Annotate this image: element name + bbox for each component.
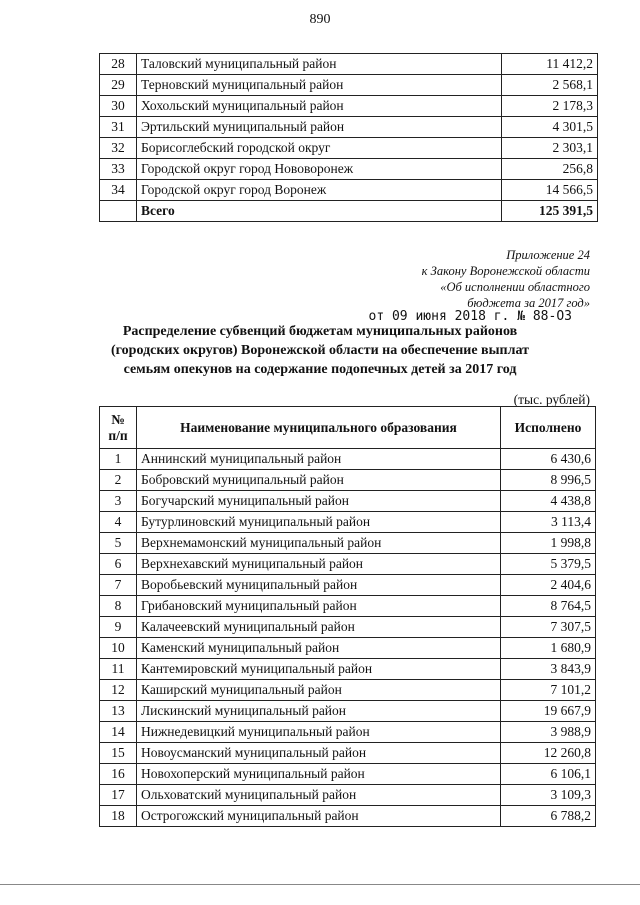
row-value: 11 412,2: [502, 54, 598, 75]
row-number: 7: [100, 575, 137, 596]
table-row: [100, 680, 596, 701]
row-name: Новоусманский муниципальный район: [137, 743, 501, 764]
row-value: 5 379,5: [501, 554, 596, 575]
row-name: Ольховатский муниципальный район: [137, 785, 501, 806]
continuation-table: [99, 53, 598, 222]
row-name: Бутурлиновский муниципальный район: [137, 512, 501, 533]
row-number: 9: [100, 617, 137, 638]
row-name: Кантемировский муниципальный район: [137, 659, 501, 680]
row-number: 2: [100, 470, 137, 491]
header-name: Наименование муниципального образования: [137, 407, 501, 449]
table-row: [100, 96, 598, 117]
table-row: [100, 54, 598, 75]
appendix-line: «Об исполнении областного: [440, 280, 590, 294]
row-number: 10: [100, 638, 137, 659]
row-name: Острогожский муниципальный район: [137, 806, 501, 827]
row-name: Верхнемамонский муниципальный район: [137, 533, 501, 554]
page-number: 890: [309, 12, 331, 27]
document-title: [80, 322, 560, 379]
table-row: [100, 470, 596, 491]
table-row: [100, 138, 598, 159]
units-label: (тыс. рублей): [513, 392, 590, 407]
row-number: 33: [100, 159, 137, 180]
row-value: 8 996,5: [501, 470, 596, 491]
row-number: 32: [100, 138, 137, 159]
order-stamp: от 09 июня 2018 г. № 88-ОЗ: [368, 309, 572, 324]
row-value: 2 404,6: [501, 575, 596, 596]
row-number: 1: [100, 449, 137, 470]
continuation-table-body: [100, 54, 598, 201]
table-row: [100, 512, 596, 533]
total-num-cell: [100, 201, 137, 222]
table-row: [100, 785, 596, 806]
row-number: 28: [100, 54, 137, 75]
row-number: 12: [100, 680, 137, 701]
table-row: [100, 533, 596, 554]
row-number: 18: [100, 806, 137, 827]
table-header-row: [100, 407, 596, 449]
row-number: 15: [100, 743, 137, 764]
appendix-line: к Закону Воронежской области: [421, 264, 590, 278]
row-number: 11: [100, 659, 137, 680]
table-row: [100, 764, 596, 785]
row-value: 4 438,8: [501, 491, 596, 512]
table-row: [100, 617, 596, 638]
table-row: [100, 722, 596, 743]
row-value: 3 113,4: [501, 512, 596, 533]
distribution-table: [99, 406, 596, 827]
row-value: 6 106,1: [501, 764, 596, 785]
table-row: [100, 596, 596, 617]
table-row: [100, 806, 596, 827]
row-value: 3 843,9: [501, 659, 596, 680]
table-row: [100, 701, 596, 722]
table-row: [100, 638, 596, 659]
header-value: Исполнено: [501, 407, 596, 449]
row-value: 12 260,8: [501, 743, 596, 764]
row-number: 31: [100, 117, 137, 138]
row-value: 1 998,8: [501, 533, 596, 554]
appendix-note: [290, 247, 590, 311]
header-num: № п/п: [100, 407, 137, 449]
title-line: (городских округов) Воронежской области на обеспечение выплат: [111, 343, 529, 358]
row-name: Эртильский муниципальный район: [137, 117, 502, 138]
row-value: 256,8: [502, 159, 598, 180]
row-value: 4 301,5: [502, 117, 598, 138]
title-line: семьям опекунов на содержание подопечных детей за 2017 год: [123, 362, 517, 377]
table-row: [100, 743, 596, 764]
row-name: Борисоглебский городской округ: [137, 138, 502, 159]
row-value: 3 109,3: [501, 785, 596, 806]
row-name: Калачеевский муниципальный район: [137, 617, 501, 638]
row-number: 13: [100, 701, 137, 722]
row-value: 2 568,1: [502, 75, 598, 96]
row-value: 3 988,9: [501, 722, 596, 743]
bottom-rule: [0, 884, 640, 885]
row-number: 17: [100, 785, 137, 806]
title-line: Распределение субвенций бюджетам муниципальных районов: [122, 324, 518, 339]
row-value: 7 101,2: [501, 680, 596, 701]
row-number: 34: [100, 180, 137, 201]
row-value: 2 303,1: [502, 138, 598, 159]
row-number: 30: [100, 96, 137, 117]
row-name: Каширский муниципальный район: [137, 680, 501, 701]
row-number: 3: [100, 491, 137, 512]
row-name: Новохоперский муниципальный район: [137, 764, 501, 785]
row-value: 8 764,5: [501, 596, 596, 617]
row-value: 7 307,5: [501, 617, 596, 638]
row-number: 29: [100, 75, 137, 96]
row-name: Городской округ город Воронеж: [137, 180, 502, 201]
table-row: [100, 659, 596, 680]
table-row: [100, 180, 598, 201]
total-value: 125 391,5: [502, 201, 598, 222]
row-name: Бобровский муниципальный район: [137, 470, 501, 491]
table-row: [100, 75, 598, 96]
row-number: 8: [100, 596, 137, 617]
table-row: [100, 449, 596, 470]
row-name: Таловский муниципальный район: [137, 54, 502, 75]
row-name: Верхнехавский муниципальный район: [137, 554, 501, 575]
row-value: 19 667,9: [501, 701, 596, 722]
row-value: 2 178,3: [502, 96, 598, 117]
row-number: 5: [100, 533, 137, 554]
appendix-line: Приложение 24: [506, 248, 590, 262]
row-name: Аннинский муниципальный район: [137, 449, 501, 470]
row-name: Нижнедевицкий муниципальный район: [137, 722, 501, 743]
row-name: Лискинский муниципальный район: [137, 701, 501, 722]
distribution-table-body: [100, 449, 596, 827]
row-name: Хохольский муниципальный район: [137, 96, 502, 117]
row-name: Грибановский муниципальный район: [137, 596, 501, 617]
row-name: Каменский муниципальный район: [137, 638, 501, 659]
row-value: 6 788,2: [501, 806, 596, 827]
row-name: Городской округ город Нововоронеж: [137, 159, 502, 180]
row-number: 4: [100, 512, 137, 533]
row-number: 6: [100, 554, 137, 575]
row-name: Воробьевский муниципальный район: [137, 575, 501, 596]
total-row: [100, 201, 598, 222]
total-label: Всего: [137, 201, 502, 222]
table-row: [100, 575, 596, 596]
row-number: 14: [100, 722, 137, 743]
row-number: 16: [100, 764, 137, 785]
row-value: 6 430,6: [501, 449, 596, 470]
row-name: Богучарский муниципальный район: [137, 491, 501, 512]
row-value: 14 566,5: [502, 180, 598, 201]
table-row: [100, 159, 598, 180]
table-row: [100, 554, 596, 575]
table-row: [100, 491, 596, 512]
table-row: [100, 117, 598, 138]
appendix-line: бюджета за 2017 год»: [467, 296, 590, 310]
row-name: Терновский муниципальный район: [137, 75, 502, 96]
row-value: 1 680,9: [501, 638, 596, 659]
